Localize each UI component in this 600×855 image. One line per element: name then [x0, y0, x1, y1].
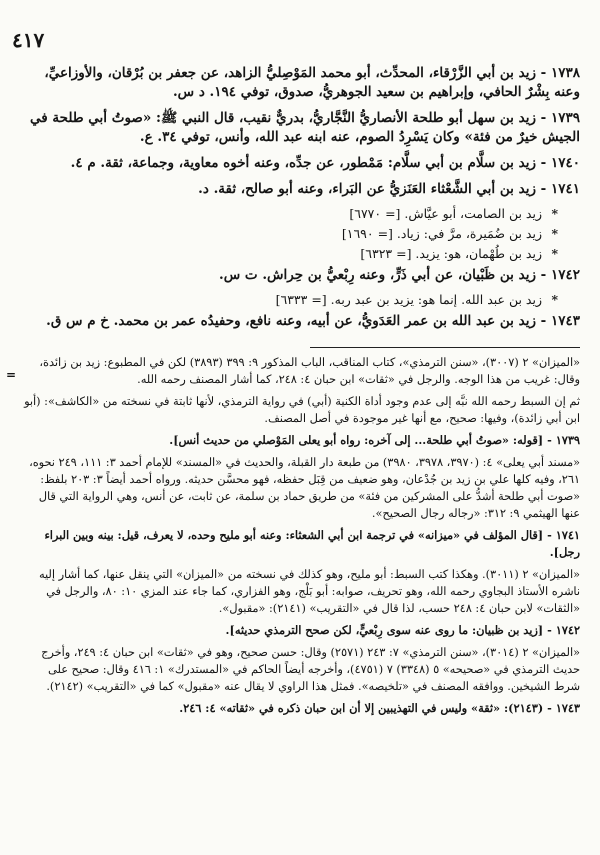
entry-1738: ١٧٣٨ - زيد بن أبي الزَّرْقاء، المحدِّث، أبو محمد المَوْصِليُّ الزاهد، عن جعفر بن بُرْقان، والأوزاعيِّ، وعنه بِشْرٌ الحافي، وإبراهيم بن سعيد الجوهريُّ، صدوق، توفي ١٩٤. د س. — [44, 65, 580, 100]
entry-1741: ١٧٤١ - زيد بن أبي الشَّعْثاء العَنَزيُّ عن البَراء، وعنه أبو صالح، ثقة. د. — [198, 181, 580, 197]
asterisk-icon: * — [551, 246, 558, 261]
asterisk-icon: * — [551, 226, 558, 241]
page-number: ٤١٧ — [12, 28, 45, 52]
footnotes — [20, 354, 580, 722]
footnote-heading: ١٧٣٩ - [قوله: «صوتُ أبي طلحة... إلى آخره: رواه أبو يعلى المَوْصلي من حديث أنس]. — [169, 433, 580, 447]
entry-1742: ١٧٤٢ - زيد بن ظَبْيان، عن أبي ذَرٍّ، وعنه رِبْعيُّ بن حِراش. ت س. — [219, 267, 580, 283]
footnote: «مسند أبي يعلى» ٤: (٣٩٧٠، ٣٩٧٨، ٣٩٨٠) من طبعة دار القبلة، والحديث في «المسند» للإمام أحمد ٣: ١١١، ٢٤٩ نحوه، ٢٦١، وفيه كلها علي بن زيد بن جُدْعان، وهو ضعيف من قِبَل حفظه، فهو محسَّن حديثه. ورواه أحمد أيضاً ٣: ٢٠٣ بلفظ: «صوت أبي طلحة أشدُّ على المشركين من فئة» من طريق حماد بن سلمة، عن ثابت، عن أنس، وهي الرواية التي قال عنها الهيثمي ٩: ٣١٢: «رجاله رجال الصحيح». — [29, 456, 580, 520]
footnote-divider — [310, 347, 580, 348]
footnote-heading: ١٧٤٢ - [زيد بن ظبيان: ما روى عنه سوى رِبْعيٍّ، لكن صحح الترمذي حديثه]. — [225, 623, 580, 637]
asterisk-icon: * — [551, 206, 558, 221]
equals-mark: = — [6, 368, 17, 382]
footnote: «الميزان» ٢ (٣٠١١). وهكذا كتب السبط: أبو مليح، وهو كذلك في نسخته من «الميزان» التي ينقل عنها، كما أشار إليه ناشره الأستاذ البجاوي رحمه الله، وهو تحريف، صوابه: أبو بَلْج، وهو الفزاري، كما جاء عند المزي ١٠: ٨٠، والرجل في «الثقات» لابن حبان ٤: ٢٤٨ حسب، لذا قال في «التقريب» (٢١٤١): «مقبول». — [38, 568, 580, 615]
footnote-heading: ١٧٤١ - [قال المؤلف في «ميزانه» في ترجمة ابن أبي الشعثاء: وعنه أبو مليح وحده، لا يعرف، قيل: بينه وبين البراء رجل]. — [44, 528, 580, 559]
cross-reference: *زيد بن الصامت، أبو عيَّاش. [= ٦٧٧٠] — [349, 206, 558, 221]
main-text — [20, 64, 580, 338]
cross-reference: *زيد بن ضُمَيرة، مرَّ في: زياد. [= ١٦٩٠] — [341, 226, 558, 241]
footnote: «الميزان» ٢ (٣٠٠٧)، «سنن الترمذي»، كتاب المناقب، الباب المذكور ٩: ٣٩٩ (٣٨٩٣) لكن في المطبوع: زيد بن زائدة، وقال: غريب من هذا الوجه. والرجل في «ثقات» ابن حبان ٤: ٢٤٨، كما أشار المصنف رحمه الله. — [39, 356, 580, 386]
asterisk-icon: * — [551, 292, 558, 307]
footnote: «الميزان» ٢ (٣٠١٤)، «سنن الترمذي» ٧: ٢٤٣ (٢٥٧١) وقال: حسن صحيح، وهو في «ثقات» ابن حبان ٤: ٢٤٩، وأخرج حديث الترمذي في «صحيحه» ٥ (٣٣٤٨) ٧ (٤٧٥١)، وأخرجه أيضاً الحاكم في «المستدرك» ١: ٤١٦ وقال: صحيح على شرط الشيخين. ووافقه المصنف في «تلخيصه». فمثل هذا الراوي لا يقال عنه «مقبول» كما في «التقريب» (٢١٤٢). — [41, 646, 580, 693]
cross-reference: *زيد بن طُهْمان، هو: يزيد. [= ٦٣٢٣] — [360, 246, 558, 261]
entry-1739: ١٧٣٩ - زيد بن سهل أبو طلحة الأنصاريُّ النَّجَّاريُّ، بدريٌّ نقيب، قال النبي ﷺ: «صوتُ أبي طلحة في الجيش خيرٌ من فئة» وكان يَسْرِدُ الصوم، عنه ابنه عبد الله، وأنس، توفي ٣٤. ع. — [30, 110, 580, 145]
entry-1743: ١٧٤٣ - زيد بن عبد الله بن عمر العَدَويُّ، عن أبيه، وعنه نافع، وحفيدُه عمر بن محمد. خ م س ق. — [46, 313, 580, 329]
entry-1740: ١٧٤٠ - زيد بن سلَّام بن أبي سلَّام: مَمْطور، عن جدِّه، وعنه أخوه معاوية، وجماعة، ثقة. م ٤. — [70, 155, 580, 171]
footnote-heading: ١٧٤٣ - (٢١٤٣): «ثقة» وليس في التهذيبين إلا أن ابن حبان ذكره في «ثقاته» ٤: ٢٤٦. — [179, 701, 580, 715]
cross-reference: *زيد بن عبد الله. إنما هو: يزيد بن عبد ربه. [= ٦٣٣٣] — [275, 292, 558, 307]
footnote: ثم إن السبط رحمه الله نبَّه إلى عدم وجود أداة الكنية (أبي) في رواية الترمذي، لأنها ثابتة في نسخته من «الكاشف»: (أبو ابن أبي زائدة)، وفيها: صحيح، مع أنها غير موجودة في أصل المصنف. — [24, 395, 580, 425]
